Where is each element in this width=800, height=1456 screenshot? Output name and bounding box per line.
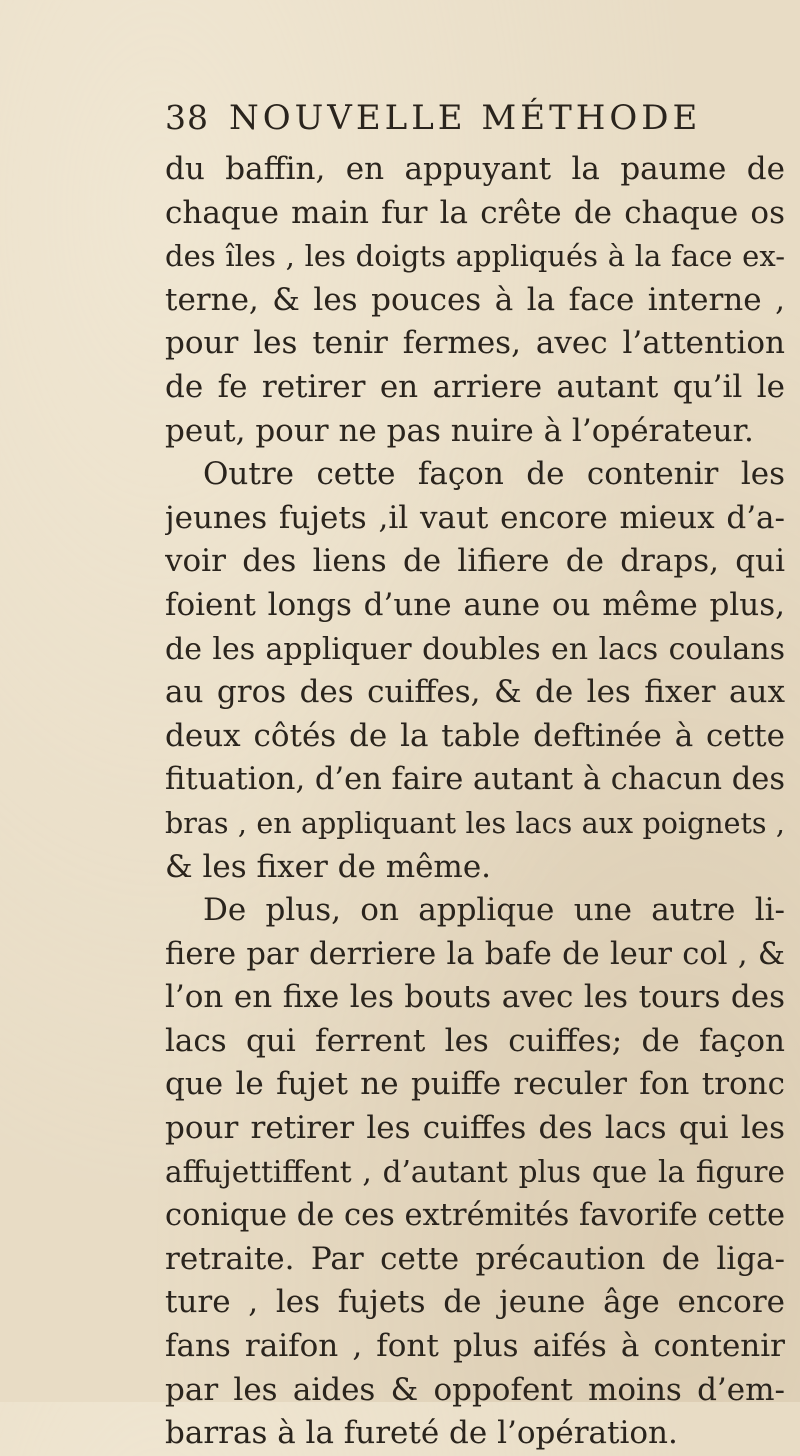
text-line: des îles , les doigts appliqués à la face ex- (165, 239, 785, 274)
text-line: pour les tenir fermes, avec l’attention (165, 325, 785, 362)
text-line: barras à la fureté de l’opération. (165, 1415, 678, 1452)
text-line: bras , en appliquant les lacs aux poignets , (165, 806, 785, 840)
text-line: foient longs d’une aune ou même plus, (165, 586, 785, 623)
text-line: retraite. Par cette précaution de liga- (165, 1240, 785, 1277)
body-text (165, 148, 785, 1456)
text-line: peut, pour ne pas nuire à l’opérateur. (165, 412, 754, 449)
text-line: de fe retirer en arriere autant qu’il le (165, 368, 785, 405)
text-line: affujettiffent , d’autant plus que la figure (165, 1154, 785, 1189)
text-line: fans raifon , font plus aifés à contenir (165, 1328, 785, 1365)
text-line: pour retirer les cuiffes des lacs qui les (165, 1110, 785, 1147)
page-header (165, 98, 785, 144)
text-line: par les aides & oppofent moins d’em- (165, 1371, 785, 1408)
text-line: lacs qui ferrent les cuiffes; de façon (165, 1022, 785, 1059)
text-line: chaque main fur la crête de chaque os (165, 194, 785, 231)
text-line: ture , les fujets de jeune âge encore (165, 1284, 785, 1321)
text-line: Outre cette façon de contenir les (203, 456, 785, 493)
text-line: fituation, d’en faire autant à chacun des (165, 762, 785, 798)
text-line: que le fujet ne puiffe reculer fon tronc (165, 1066, 785, 1103)
text-line: deux côtés de la table deftinée à cette (165, 717, 785, 754)
text-line: fiere par derriere la bafe de leur col , & (165, 936, 785, 972)
text-line: terne, & les pouces à la face interne , (165, 281, 785, 318)
text-line: conique de ces extrémités favorife cette (165, 1198, 785, 1234)
text-line: au gros des cuiffes, & de les fixer aux (165, 674, 785, 711)
text-line: jeunes fujets ,il vaut encore mieux d’a- (165, 499, 785, 536)
text-line: De plus, on applique une autre li- (203, 892, 785, 929)
text-line: voir des liens de lifiere de draps, qui (165, 543, 785, 580)
text-line: & les fixer de même. (165, 848, 492, 885)
text-line: de les appliquer doubles en lacs coulans (165, 631, 785, 667)
text-line: l’on en fixe les bouts avec les tours des (165, 979, 785, 1016)
page-number: 38 (165, 98, 209, 137)
running-title: NOUVELLE MÉTHODE (229, 98, 702, 138)
text-line: du baffin, en appuyant la paume de (165, 151, 785, 187)
